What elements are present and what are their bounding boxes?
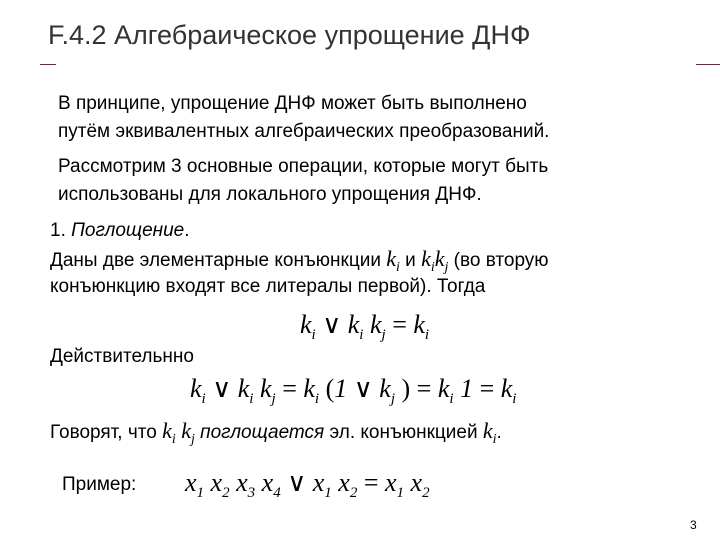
absorption-heading	[50, 220, 190, 242]
formula-ki-end: $k_i$	[482, 418, 497, 447]
title-rule-left	[40, 64, 56, 65]
indeed-label: Действительнно	[50, 346, 194, 367]
given-text-2: и	[399, 250, 422, 271]
given-text-1: Даны две элементарные конъюнкции	[50, 250, 387, 271]
given-line-2: конъюнкцию входят все литералы первой). Тогда	[50, 276, 486, 297]
operations-line-2: использованы для локального упрощения ДНФ.	[58, 184, 482, 205]
item-number: 1.	[50, 220, 72, 241]
say-period: .	[496, 422, 502, 443]
proof-formula: $k_i$ ∨ $k_i$ $k_j = k_i$ (1 ∨ $k_j$ ) = $k_i$ $1 = k_i$	[190, 374, 517, 407]
formula-ki: $k_i$	[386, 246, 400, 275]
example-formula: $x_1$ $x_2$ $x_3$ $x_4$ ∨ $x_1$ $x_2 = x_1$ $x_2$	[185, 468, 430, 501]
page-number: 3	[690, 518, 697, 532]
title-rule-right	[696, 64, 720, 65]
given-text-3: (во вторую	[448, 250, 549, 271]
say-text-2: эл. конъюнкцией	[324, 422, 483, 443]
operations-line-1: Рассмотрим 3 основные операции, которые могут быть	[58, 156, 549, 177]
formula-ki-kj: $k_i$ $k_j$	[162, 418, 195, 447]
given-line-1	[50, 248, 549, 274]
intro-line-1: В принципе, упрощение ДНФ может быть выполнено	[58, 93, 527, 114]
absorbed-statement	[50, 420, 502, 446]
absorption-formula: $k_i$ ∨ $k_i$ $k_j = k_i$	[300, 310, 430, 343]
item-period: .	[184, 220, 190, 241]
item-name: Поглощение	[71, 220, 185, 241]
slide-title: F.4.2 Алгебраическое упрощение ДНФ	[48, 20, 531, 50]
intro-line-2: путём эквивалентных алгебраических преобразований.	[58, 121, 550, 142]
example-label: Пример:	[62, 474, 137, 495]
say-italic: поглощается	[194, 422, 325, 443]
say-text-1: Говорят, что	[50, 422, 163, 443]
formula-kikj: $k_ik_j$	[421, 246, 449, 275]
